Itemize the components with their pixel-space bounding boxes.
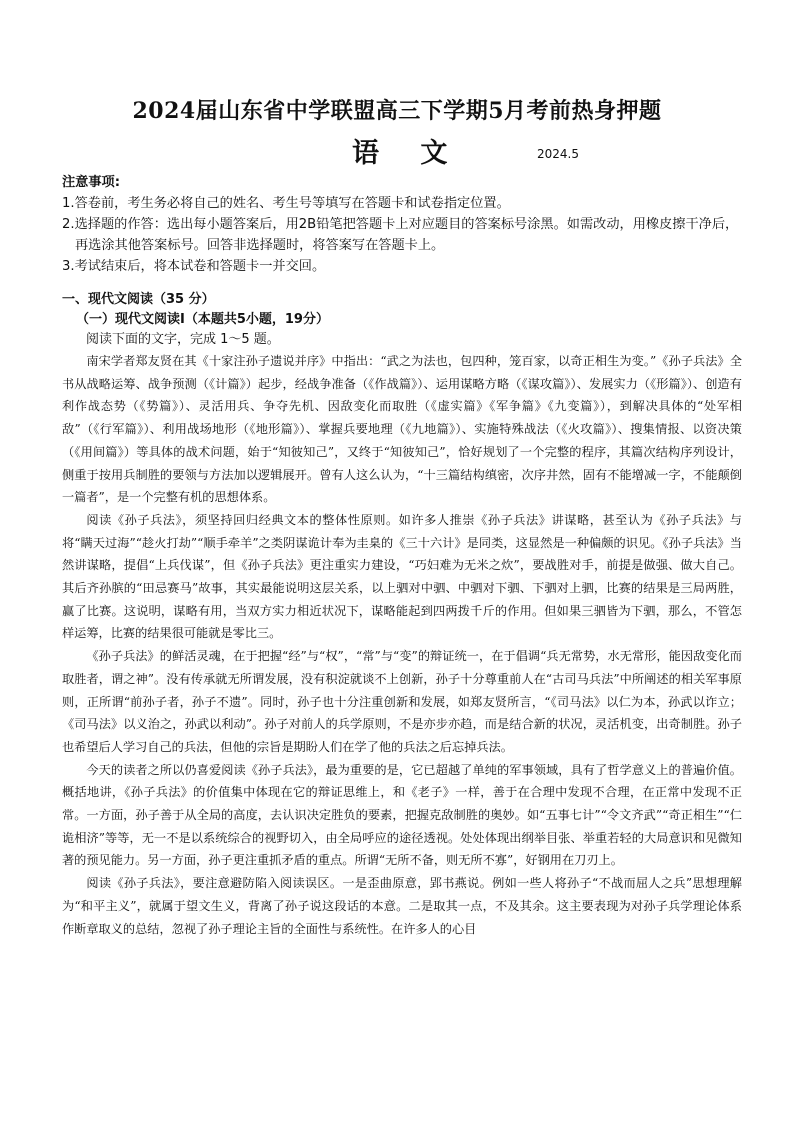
subject-title: 语 文 (352, 138, 464, 169)
notices-block (62, 172, 742, 277)
passage-paragraph: 阅读《孙子兵法》，须坚持回归经典文本的整体性原则。如许多人推崇《孙子兵法》讲谋略，甚至认为《孙子兵法》与将“瞒天过海”“趁火打劫”“顺手牵羊”之类阴谋诡计奉为圭臬的《三十六计》是同类，这显然是一种偏颇的识见。《孙子兵法》当然讲谋略，提倡“上兵伐谋”，但《孙子兵法》更注重实力建设，“巧妇难为无米之炊”，要战胜对手，前提是做强、做大自己。其后齐孙膑的“田忌赛马”故事，其实最能说明这层关系，以上驷对中驷、中驷对下驷、下驷对上驷，比赛的结果是三局两胜，赢了比赛。这说明，谋略有用，当双方实力相近状况下，谋略能起到四两拨千斤的作用。但如果三驷皆为下驷，那么，不管怎样运筹，比赛的结果很可能就是零比三。 (62, 512, 742, 641)
reading-passage (62, 350, 742, 940)
notices-heading: 注意事项: (62, 175, 121, 190)
passage-paragraph: 南宋学者郑友贤在其《十家注孙子遗说并序》中指出：“武之为法也，包四种，笼百家，以奇正相生为变。”《孙子兵法》全书从战略运筹、战争预测（《计篇》）起步，经战争准备（《作战篇》）、运用谋略方略（《谋攻篇》）、发展实力（《形篇》）、创造有利作战态势（《势篇》）、灵活用兵、争夺先机、因敌变化而取胜（《虚实篇》《军争篇》《九变篇》），到解决具体的“处军相敌”（《行军篇》）、利用战场地形（《地形篇》）、掌握兵要地理（《九地篇》）、实施特殊战法（《火攻篇》）、搜集情报、以资决策（《用间篇》）等具体的战术问题，始于“知彼知己”，又终于“知彼知己”，恰好规划了一个完整的程序，其篇次结构序列设计，侧重于按用兵制胜的要领与方法加以逻辑展开。曾有人这么认为，“十三篇结构缜密，次序井然，固有不能增减一字，不能颠倒一篇者”，是一个完整有机的思想体系。 (62, 354, 742, 505)
section-heading: 一、现代文阅读（35 分） (62, 292, 215, 307)
notice-item: 1.答卷前，考生务必将自己的姓名、考生号等填写在答题卡和试卷指定位置。 (62, 196, 510, 211)
exam-date: 2024.5 (537, 147, 579, 161)
notice-item: 3.考试结束后，将本试卷和答题卡一并交回。 (62, 259, 326, 274)
reading-instruction: 阅读下面的文字，完成 1～5 题。 (86, 332, 280, 347)
passage-paragraph: 《孙子兵法》的鲜活灵魂，在于把握“经”与“权”，“常”与“变”的辩证统一，在于倡调“兵无常势，水无常形，能因敌变化而取胜者，谓之神”。没有传承就无所谓发展，没有积淀就谈不上创新，孙子十分尊重前人在“古司马兵法”中所阐述的相关军事原则，正所谓“前孙子者，孙子不遗”。同时，孙子也十分注重创新和发展，如郑友贤所言，“《司马法》以仁为本，孙武以诈立；《司马法》以义治之，孙武以利动”。孙子对前人的兵学原则，不是亦步亦趋，而是结合新的状况，灵活机变，出奇制胜。孙子也希望后人学习自己的兵法，但他的宗旨是期盼人们在学了他的兵法之后忘掉兵法。 (62, 649, 742, 754)
notice-item: 2.选择题的作答：选出每小题答案后，用2B铅笔把答题卡上对应题目的答案标号涂黑。如需改动，用橡皮擦干净后，再选涂其他答案标号。回答非选择题时，将答案写在答题卡上。 (62, 217, 739, 253)
passage-paragraph: 今天的读者之所以仍喜爱阅读《孙子兵法》，最为重要的是，它已超越了单纯的军事领域，具有了哲学意义上的普遍价值。概括地讲，《孙子兵法》的价值集中体现在它的辩证思维上，和《老子》一样，善于在合理中发现不合理，在正常中发现不正常。一方面，孙子善于从全局的高度，去认识决定胜负的要素，把握克敌制胜的奥妙。如“五事七计”“令文齐武”“奇正相生”“仁诡相济”等等，无一不是以系统综合的视野切入，由全局呼应的途径透视。处处体现出纲举目张、举重若轻的大局意识和见微知著的预见能力。另一方面，孙子更注重抓矛盾的重点。所谓“无所不备，则无所不寡”，好钢用在刀刃上。 (62, 762, 742, 868)
exam-title: 2024届山东省中学联盟高三下学期5月考前热身押题 (132, 98, 662, 124)
section-header (62, 290, 742, 330)
passage-paragraph: 阅读《孙子兵法》，要注意避防陷入阅读误区。一是歪曲原意，郢书燕说。例如一些人将孙子“不战而屈人之兵”思想理解为“和平主义”，就属于望文生义，背离了孙子说这段话的本意。二是取其一点，不及其余。这主要表现为对孙子兵学理论体系作断章取义的总结，忽视了孙子理论主旨的全面性与系统性。在许多人的心目 (62, 876, 742, 936)
section-subheading: （一）现代文阅读Ⅰ（本题共5小题，19分） (76, 312, 329, 327)
